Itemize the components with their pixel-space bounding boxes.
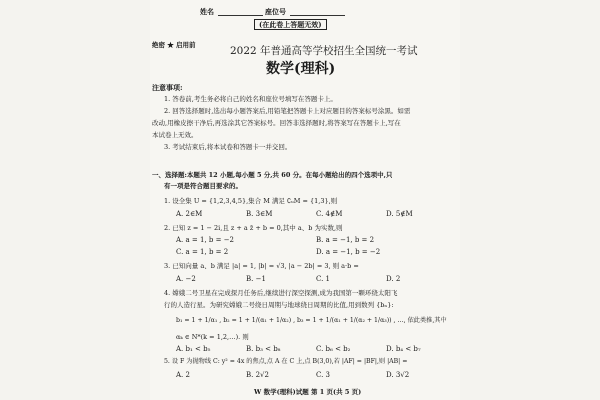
question-5-stem: 5. 设 F 为抛物线 C: y² = 4x 的焦点,点 A 在 C 上,点 B(3,0),若 |AF| = |BF|,则 |AB| = xyxy=(164,358,408,365)
instructions-heading: 注意事项: xyxy=(152,83,183,92)
question-4-condition: αₖ ∈ N*(k = 1,2,…). 则 xyxy=(176,333,249,341)
secret-mark: 绝密 ★ 启用前 xyxy=(152,41,196,49)
instruction-line: 改动,用橡皮擦干净后,再选涂其它答案标号。回答非选择题时,将答案写在答题卡上,写在 xyxy=(152,119,401,127)
instruction-line: 2. 回答选择题时,选出每小题答案后,用铅笔把答题卡上对应题目的答案标号涂黑。如需 xyxy=(164,107,411,115)
invalid-notice-box: (在此卷上答题无效) xyxy=(254,19,327,30)
q1-option-d: D. 5∉M xyxy=(386,210,413,218)
q4-option-d: D. b₄ < b₇ xyxy=(386,345,421,353)
exam-title: 2022 年普通高等学校招生全国统一考试 xyxy=(230,45,418,57)
q2-option-c: C. a = 1, b = 2 xyxy=(176,248,229,256)
q1-option-a: A. 2∈M xyxy=(176,210,203,218)
section-heading-cont: 有一项是符合题目要求的。 xyxy=(164,182,242,190)
name-blank-line xyxy=(218,15,263,16)
instruction-line: 3. 考试结束后,将本试卷和答题卡一并交回。 xyxy=(164,143,292,151)
q5-option-d: D. 3√2 xyxy=(386,371,410,379)
name-label: 姓名 xyxy=(200,7,214,16)
question-3-stem: 3. 已知向量 a、b 满足 |a| = 1, |b| = √3, |a − 2b| = 3, 则 a·b = xyxy=(164,262,359,270)
q3-option-d: D. 2 xyxy=(386,275,401,283)
seat-label: 座位号 xyxy=(265,7,286,16)
question-1-stem: 1. 设全集 U = {1,2,3,4,5},集合 M 满足 ∁ᵤM = {1,3},则 xyxy=(164,197,338,205)
q1-option-c: C. 4∉M xyxy=(316,210,343,218)
q4-option-a: A. b₁ < b₅ xyxy=(176,345,211,353)
q4-option-b: B. b₃ < b₈ xyxy=(246,345,281,353)
instruction-line: 1. 答卷前,考生务必将自己的姓名和座位号填写在答题卡上。 xyxy=(164,95,337,103)
question-4-formula: b₁ = 1 + 1/α₁ , b₂ = 1 + 1/(α₁ + 1/α₂) , b₃ = 1 + 1/(α₁ + 1/(α₂ + 1/α₃)) , …, 依此类推,其中 xyxy=(176,317,447,324)
exam-subject: 数学(理科) xyxy=(266,61,336,77)
seat-blank-line xyxy=(290,15,345,16)
q2-option-d: D. a = −1, b = −2 xyxy=(316,248,381,256)
q5-option-c: C. 3 xyxy=(316,371,331,379)
exam-paper-sheet xyxy=(150,0,460,400)
q2-option-a: A. a = 1, b = −2 xyxy=(176,236,235,244)
question-2-stem: 2. 已知 z = 1 − 2i,且 z + a z̄ + b = 0,其中 a、b 为实数,则 xyxy=(164,224,343,232)
q4-option-c: C. b₆ < b₂ xyxy=(316,345,351,353)
q3-option-b: B. −1 xyxy=(246,275,266,283)
q2-option-b: B. a = −1, b = 2 xyxy=(316,236,375,244)
page-footer: W 数学(理科)试题 第 1 页(共 5 页) xyxy=(254,388,362,396)
q1-option-b: B. 3∈M xyxy=(246,210,273,218)
question-4-stem-cont: 行的人造行星。为研究嫦娥二号绕日周期与地球绕日周期的比值,用到数列 {bₙ}: xyxy=(164,301,394,309)
instruction-line: 本试卷上无效。 xyxy=(152,131,198,139)
q5-option-a: A. 2 xyxy=(176,371,190,379)
q3-option-a: A. −2 xyxy=(176,275,196,283)
q5-option-b: B. 2√2 xyxy=(246,371,269,379)
section-heading: 一、选择题:本题共 12 小题,每小题 5 分,共 60 分。在每小题给出的四个选项中,只 xyxy=(152,171,393,179)
question-4-stem: 4. 嫦娥二号卫星在完成探月任务后,继续进行深空探测,成为我国第一颗环绕太阳飞 xyxy=(164,289,398,297)
q3-option-c: C. 1 xyxy=(316,275,331,283)
